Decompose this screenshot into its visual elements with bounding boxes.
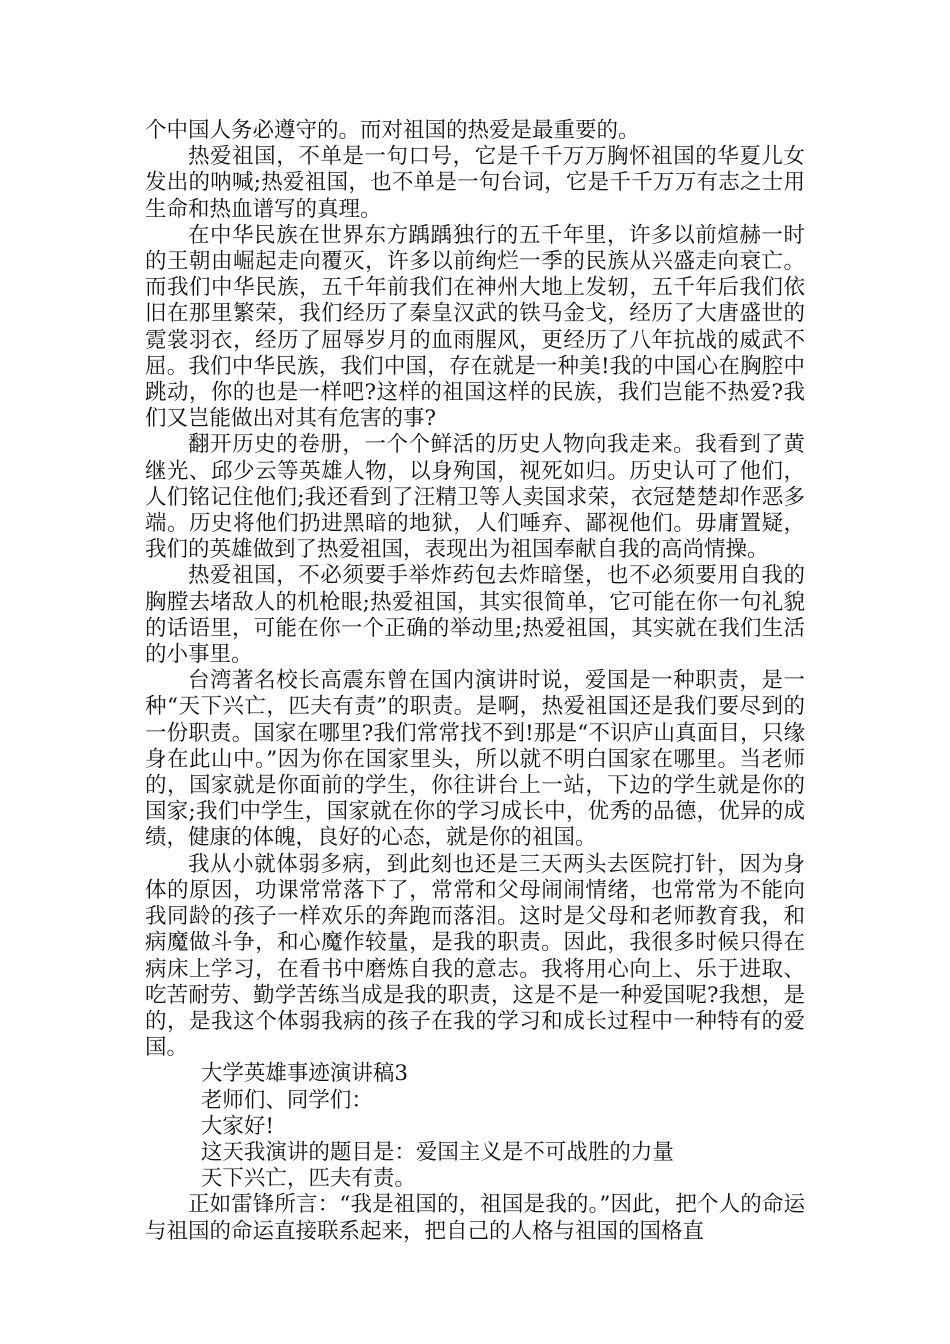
paragraph-history-heroes: 翻开历史的卷册，一个个鲜活的历史人物向我走来。我看到了黄继光、邱少云等英雄人物，以身殉国，视死如归。历史认可了他们，人们铭记住他们;我还看到了汪精卫等人卖国求荣，衣冠楚楚却作恶多端。历史将他们扔进黑暗的地狱，人们唾弃、鄙视他们。毋庸置疑，我们的英雄做到了热爱祖国，表现出为祖国奉献自我的高尚情操。 (145, 432, 805, 563)
speech-topic: 这天我演讲的题目是：爱国主义是不可战胜的力量 (200, 1139, 674, 1165)
paragraph-lei-feng: 正如雷锋所言：“我是祖国的，祖国是我的。”因此，把个人的命运与祖国的命运直接联系起来，把自己的人格与祖国的国格直 (145, 1192, 805, 1244)
paragraph-five-thousand-years: 在中华民族在世界东方踽踽独行的五千年里，许多以前煊赫一时的王朝由崛起走向覆灭，许多以前绚烂一季的民族从兴盛走向衰亡。而我们中华民族，五千年前我们在神州大地上发轫，五千年后我们依旧在那里繁荣，我们经历了秦皇汉武的铁马金戈，经历了大唐盛世的霓裳羽衣，经历了屈辱岁月的血雨腥风，更经历了八年抗战的威武不屈。我们中华民族，我们中国，存在就是一种美!我的中国心在胸腔中跳动，你的也是一样吧?这样的祖国这样的民族，我们岂能不热爱?我们又岂能做出对其有危害的事? (145, 222, 805, 432)
speech-greeting: 大家好! (200, 1113, 275, 1139)
paragraph-love-motherland: 热爱祖国，不单是一句口号，它是千千万万胸怀祖国的华夏儿女发出的呐喊;热爱祖国，也不单是一句台词，它是千千万万有志之士用生命和热血谱写的真理。 (145, 144, 805, 222)
paragraph-simple-patriotism: 热爱祖国，不必须要手举炸药包去炸暗堡，也不必须要用自我的胸膛去堵敌人的机枪眼;热爱祖国，其实很简单，它可能在你一句礼貌的话语里，可能在你一个正确的举动里;热爱祖国，其实就在我们生活的小事里。 (145, 563, 805, 668)
speech-salutation: 老师们、同学们： (200, 1087, 373, 1113)
paragraph-continuation: 个中国人务必遵守的。而对祖国的热爱是最重要的。 (145, 118, 640, 143)
paragraph-responsibility: 台湾著名校长高震东曾在国内演讲时说，爱国是一种职责，是一种“天下兴亡，匹夫有责”的职责。是啊，热爱祖国还是我们要尽到的一份职责。国家在哪里?我们常常找不到!那是“不识庐山真面目，只缘身在此山中。”因为你在国家里头，所以就不明白国家在哪里。当老师的，国家就是你面前的学生，你往讲台上一站，下边的学生就是你的国家;我们中学生，国家就在你的学习成长中，优秀的品德，优异的成绩，健康的体魄，良好的心态，就是你的祖国。 (145, 668, 805, 851)
paragraph-personal-story: 我从小就体弱多病，到此刻也还是三天两头去医院打针，因为身体的原因，功课常常落下了，常常和父母闹闹情绪，也常常为不能向我同龄的孩子一样欢乐的奔跑而落泪。这时是父母和老师教育我，和病魔做斗争，和心魔作较量，是我的职责。因此，我很多时候只得在病床上学习，在看书中磨炼自我的意志。我将用心向上、乐于进取、吃苦耐劳、勤学苦练当成是我的职责，这是不是一种爱国呢?我想，是的，是我这个体弱我病的孩子在我的学习和成长过程中一种特有的爱国。 (145, 851, 805, 1061)
speech-motto: 天下兴亡，匹夫有责。 (200, 1166, 416, 1192)
speech-title: 大学英雄事迹演讲稿3 (200, 1061, 409, 1087)
document-page (145, 118, 805, 1245)
